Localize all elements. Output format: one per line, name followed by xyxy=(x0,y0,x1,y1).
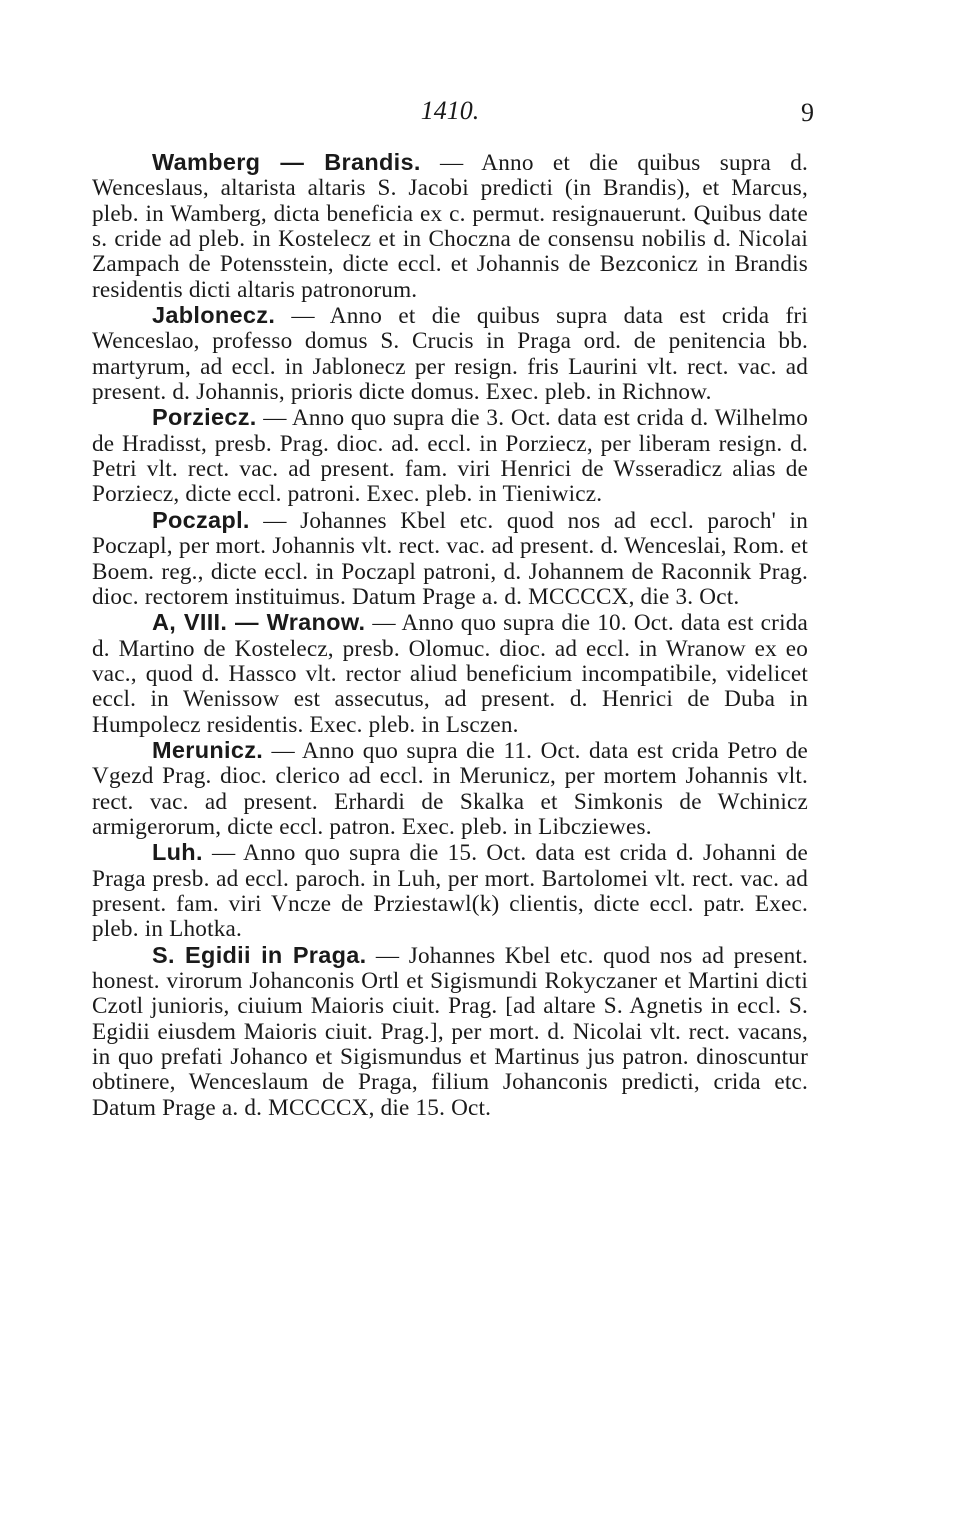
entry-heading: Merunicz. xyxy=(152,736,264,763)
entry-merunicz xyxy=(92,738,808,840)
entry-porziecz xyxy=(92,405,808,507)
entry-heading: Poczapl. xyxy=(152,506,250,533)
entry-wamberg-brandis xyxy=(92,150,808,303)
entry-heading: A, VIII. — Wranow. xyxy=(152,609,366,636)
entry-heading: Wamberg — Brandis. xyxy=(152,149,421,175)
entry-text: — Johannes Kbel etc. quod nos ad eccl. paroch' in Poczapl, per mort. Johannis vlt. rect. vac. ad present. d. Wenceslai, Rom. et Boem. reg., dicte eccl. in Poczapl patroni, d. Johannem de Raconnik Prag. dioc. rectorem instituimus. Datum Prage a. d. MCCCCX, die 3. Oct. xyxy=(92,507,808,610)
page-header xyxy=(92,96,814,136)
entry-wranow xyxy=(92,610,808,738)
entry-text: — Anno quo supra die 10. Oct. data est crida d. Martino de Kostelecz, presb. Olomuc. dioc. ad eccl. in Wranow ex eo vac., quod d. Hassco vlt. rector aliud beneficium incompatibile, videlicet eccl. in Wenissow est assecutus, ad present. d. Henrici de Duba in Humpolecz residentis. Exec. pleb. in Lsczen. xyxy=(92,610,808,738)
entry-s-egidii-in-praga xyxy=(92,943,808,1121)
entry-luh xyxy=(92,840,808,942)
entry-text: — Anno et die quibus supra data est crida fri Wenceslao, professo domus S. Crucis in Praga ord. de penitencia bb. martyrum, ad eccl. in Jablonecz per resign. fris Laurini vlt. rect. vac. ad present. d. Johannis, prioris dicte domus. Exec. pleb. in Richnow. xyxy=(92,303,808,406)
entry-heading: Luh. xyxy=(152,839,203,866)
entry-text: — Anno quo supra die 11. Oct. data est crida Petro de Vgezd Prag. dioc. clerico ad eccl. in Merunicz, per mortem Johannis vlt. rect. vac. ad present. Erhardi de Skalka et Simkonis de Wchinicz armigerorum, dicte eccl. patron. Exec. pleb. in Libcziewes. xyxy=(92,737,808,840)
page-number: 9 xyxy=(801,98,814,127)
entry-heading: Jablonecz. xyxy=(152,302,276,329)
entry-text: — Johannes Kbel etc. quod nos ad present. honest. virorum Johanconis Ortl et Sigismundi Rokyczaner et Martini dicti Czotl junioris, ciuium Maioris ciuit. Prag. [ad altare S. Agnetis in eccl. S. Egidii eiusdem Maioris ciuit. Prag.], per mort. d. Nicolai vlt. rect. vacans, in quo prefati Johanco et Sigismundus et Martinus jus patron. dinoscuntur obtinere, Wenceslaum de Praga, filium Johanconis predicti, crida etc. Datum Prage a. d. MCCCCX, die 15. Oct. xyxy=(92,942,808,1121)
register-entries xyxy=(92,150,808,1121)
entry-text: — Anno et die quibus supra d. Wenceslaus, altarista altaris S. Jacobi predicti (in Brandis), et Marcus, pleb. in Wamberg, dicta beneficia ex c. permut. resignauerunt. Quibus date s. cride ad pleb. in Kostelecz et in Choczna de consensu nobilis d. Nicolai Zampach de Potensstein, dicte eccl. et Johannis de Bezconicz in Brandis residentis dicti altaris patronorum. xyxy=(92,150,808,303)
running-head-year: 1410. xyxy=(420,96,480,125)
entry-text: — Anno quo supra die 3. Oct. data est crida d. Wilhelmo de Hradisst, presb. Prag. dioc. ad. eccl. in Porziecz, per liberam resign. d. Petri vlt. rect. vac. ad present. fam. viri Henrici de Wsseradicz alias de Porziecz, dicte eccl. patroni. Exec. pleb. in Tieniwicz. xyxy=(92,405,808,508)
entry-heading: Porziecz. xyxy=(152,404,257,431)
entry-text: — Anno quo supra die 15. Oct. data est crida d. Johanni de Praga presb. ad eccl. paroch. in Luh, per mort. Bartolomei vlt. rect. vac. ad present. fam. viri Vncze de Prziestawl(k) clientis, dicte eccl. patr. Exec. pleb. in Lhotka. xyxy=(92,840,808,943)
entry-poczapl xyxy=(92,508,808,610)
entry-jablonecz xyxy=(92,303,808,405)
entry-heading: S. Egidii in Praga. xyxy=(152,941,367,968)
